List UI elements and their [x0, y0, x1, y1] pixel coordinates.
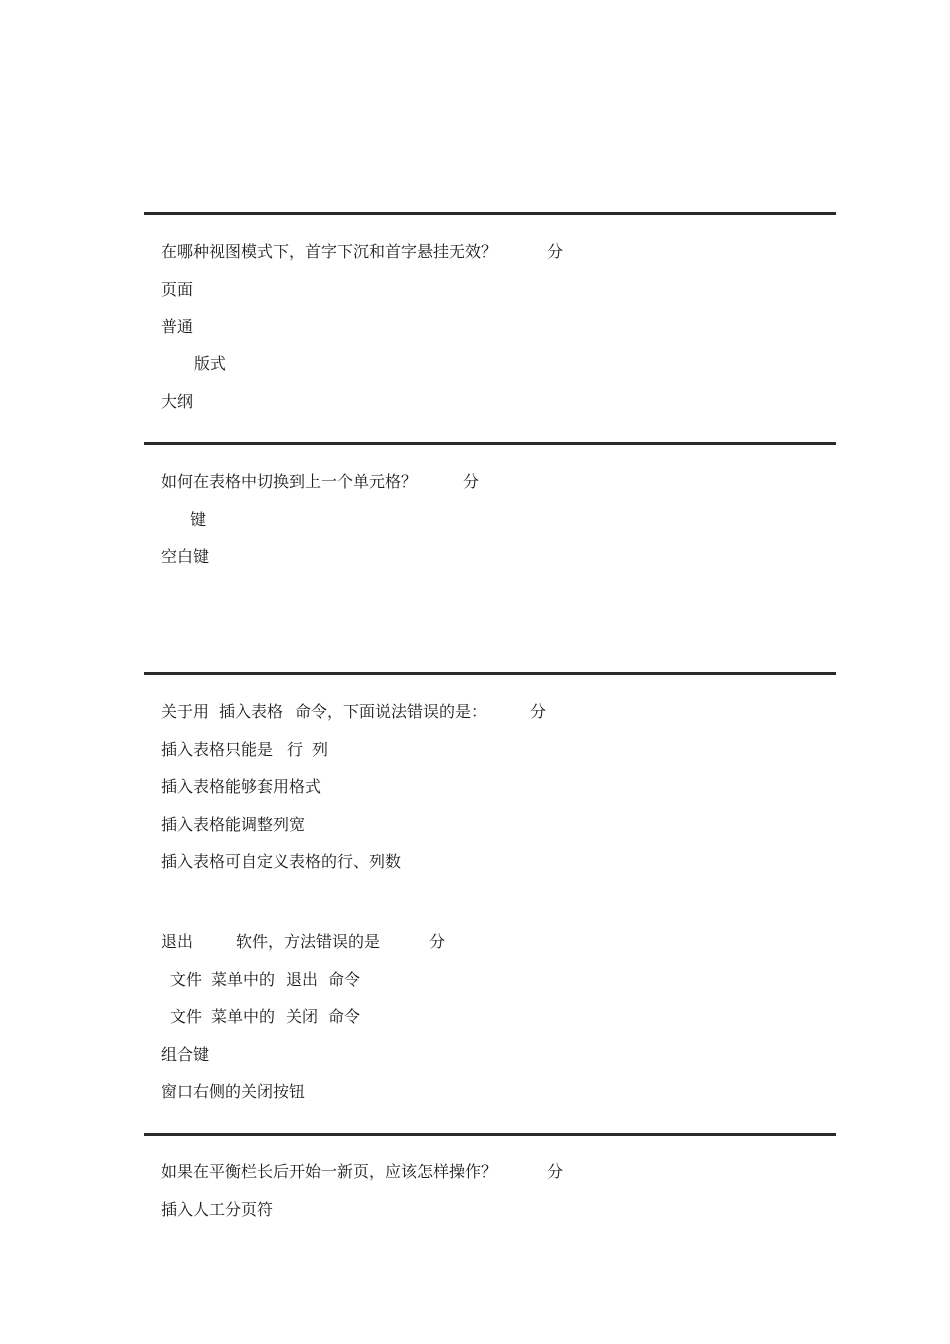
answer-option-part: 退出 — [286, 970, 319, 989]
question-score: 分 — [547, 242, 564, 261]
answer-option: 插入表格可自定义表格的行、列数 — [161, 852, 402, 871]
answer-option: 插入人工分页符 — [161, 1200, 274, 1219]
question-score: 分 — [429, 932, 446, 951]
answer-option-part: 文件 — [170, 1007, 203, 1026]
answer-option-part: 命令 — [328, 970, 361, 989]
answer-option-part: 列 — [312, 740, 329, 759]
answer-option-part: 菜单中的 — [211, 970, 276, 989]
section-divider — [144, 672, 836, 675]
answer-option: 键 — [190, 510, 207, 529]
answer-option-part: 关闭 — [286, 1007, 319, 1026]
answer-option: 页面 — [161, 280, 194, 299]
section-divider — [144, 1133, 836, 1136]
question-text: 如何在表格中切换到上一个单元格？ — [161, 472, 418, 491]
answer-option: 插入表格能够套用格式 — [161, 777, 322, 796]
question-text-part: 插入表格 — [219, 702, 284, 721]
question-score: 分 — [530, 702, 547, 721]
answer-option: 普通 — [161, 317, 194, 336]
answer-option-part: 插入表格只能是 — [161, 740, 274, 759]
answer-option: 空白键 — [161, 547, 210, 566]
answer-option-part: 文件 — [170, 970, 203, 989]
answer-option: 版式 — [194, 354, 227, 373]
question-score: 分 — [547, 1162, 564, 1181]
section-divider — [144, 442, 836, 445]
answer-option: 插入表格能调整列宽 — [161, 815, 306, 834]
answer-option-part: 菜单中的 — [211, 1007, 276, 1026]
answer-option-part: 命令 — [328, 1007, 361, 1026]
question-text-part: 关于用 — [161, 702, 210, 721]
answer-option: 窗口右侧的关闭按钮 — [161, 1082, 306, 1101]
question-text-part: 退出 — [161, 932, 194, 951]
question-text: 在哪种视图模式下，首字下沉和首字悬挂无效？ — [161, 242, 498, 261]
question-text-part: 命令，下面说法错误的是： — [295, 702, 488, 721]
answer-option-part: 行 — [287, 740, 304, 759]
answer-option: 大纲 — [161, 392, 194, 411]
section-divider — [144, 212, 836, 215]
question-text-part: 软件，方法错误的是 — [236, 932, 381, 951]
question-text: 如果在平衡栏长后开始一新页，应该怎样操作？ — [161, 1162, 498, 1181]
answer-option: 组合键 — [161, 1045, 210, 1064]
question-score: 分 — [463, 472, 480, 491]
